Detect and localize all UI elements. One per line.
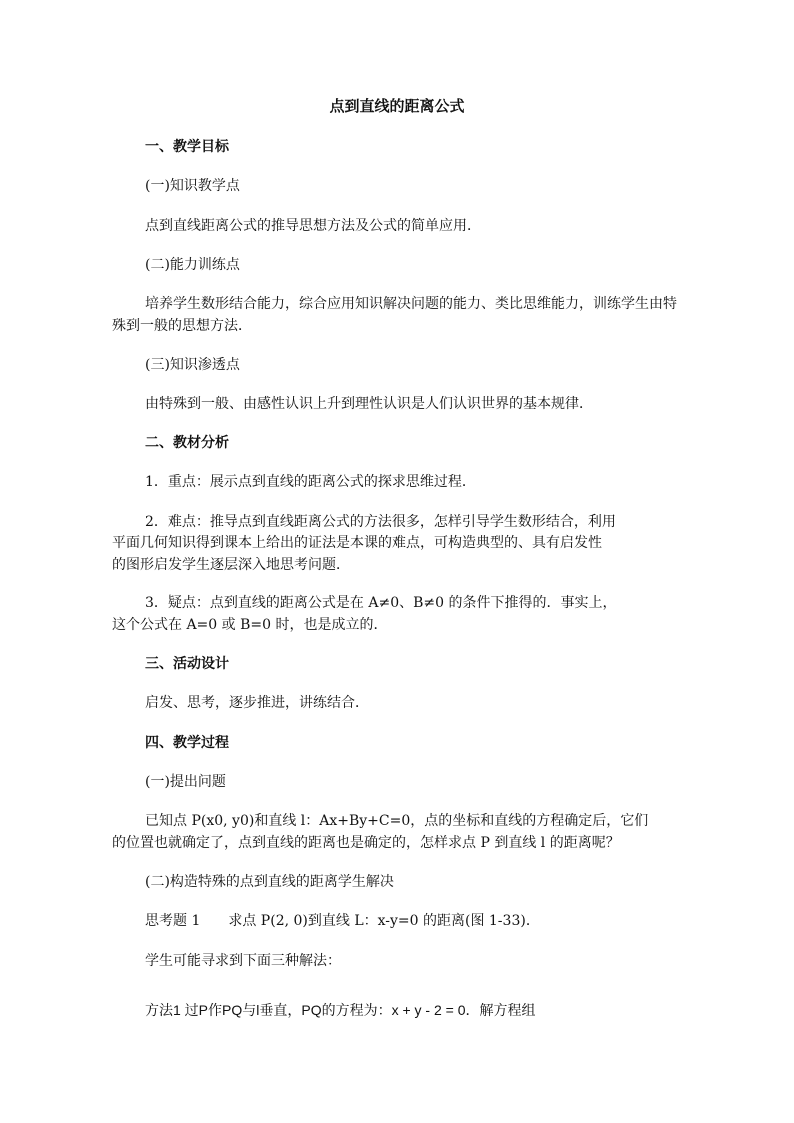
paragraph-knowledge: 点到直线距离公式的推导思想方法及公式的简单应用．	[145, 218, 481, 234]
paragraph-problem-line2: 的位置也就确定了，点到直线的距离也是确定的，怎样求点 P 到直线 l 的距离呢？	[112, 835, 620, 851]
question-1: 思考题 1 求点 P(2, 0)到直线 L：x-y=0 的距离(图 1-33)．	[145, 913, 540, 929]
section-heading-objectives: 一、教学目标	[145, 139, 229, 155]
item-doubt-line1: 3．疑点：点到直线的距离公式是在 A≠0、B≠0 的条件下推得的．事实上，	[145, 595, 617, 611]
section-heading-process: 四、教学过程	[145, 735, 229, 751]
subheading-penetration: (三)知识渗透点	[145, 357, 240, 373]
paragraph-problem-line1: 已知点 P(x0, y0)和直线 l：Ax+By+C=0，点的坐标和直线的方程确定后，它们	[145, 813, 649, 829]
paragraph-ability-line1: 培养学生数形结合能力，综合应用知识解决问题的能力、类比思维能力，训练学生由特	[145, 296, 677, 312]
subheading-ability: (二)能力训练点	[145, 257, 240, 273]
section-heading-activity: 三、活动设计	[145, 656, 229, 672]
item-difficulty-line2: 平面几何知识得到课本上给出的证法是本课的难点，可构造典型的、具有启发性	[112, 535, 602, 551]
item-difficulty-line1: 2．难点：推导点到直线距离公式的方法很多，怎样引导学生数形结合，利用	[145, 514, 616, 530]
item-key-point: 1．重点：展示点到直线的距离公式的探求思维过程．	[145, 474, 476, 490]
method-1: 方法1 过P作PQ与l垂直，PQ的方程为：x + y - 2 = 0．解方程组	[145, 1002, 536, 1018]
paragraph-ability-line2: 殊到一般的思想方法．	[112, 318, 252, 334]
subheading-problem: (一)提出问题	[145, 774, 226, 790]
paragraph-activity: 启发、思考，逐步推进，讲练结合．	[145, 695, 369, 711]
subheading-knowledge: (一)知识教学点	[145, 178, 240, 194]
item-doubt-line2: 这个公式在 A=0 或 B=0 时，也是成立的．	[112, 617, 388, 633]
subheading-special-case: (二)构造特殊的点到直线的距离学生解决	[145, 874, 394, 890]
section-heading-analysis: 二、教材分析	[145, 435, 229, 451]
document-title: 点到直线的距离公式	[329, 97, 465, 115]
paragraph-solutions-intro: 学生可能寻求到下面三种解法：	[145, 953, 341, 969]
item-difficulty-line3: 的图形启发学生逐层深入地思考问题．	[112, 557, 350, 573]
paragraph-penetration: 由特殊到一般、由感性认识上升到理性认识是人们认识世界的基本规律．	[145, 396, 593, 412]
